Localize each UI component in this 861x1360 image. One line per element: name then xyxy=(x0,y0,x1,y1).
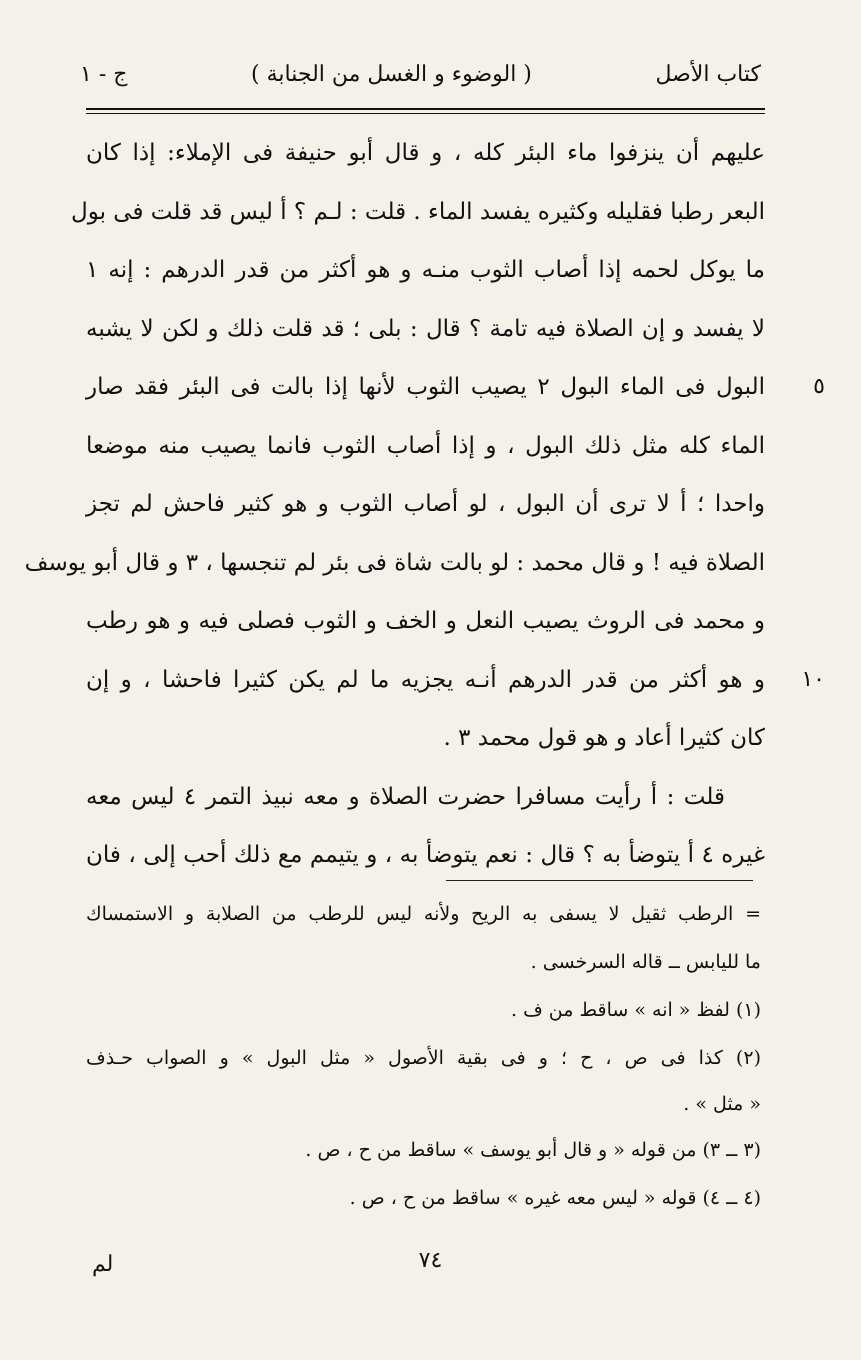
header-rule-thick xyxy=(86,108,765,110)
main-text xyxy=(24,124,825,885)
book-title: كتاب الأصل xyxy=(655,61,761,87)
text-line: الصلاة فيه ! و قال محمد : لو بالت شاة فى بئر لم تنجسها ، ٣ و قال أبو يوسف xyxy=(24,549,765,576)
paragraph-start-line: قلت : أ رأيت مسافرا حضرت الصلاة و معه نبيذ التمر ٤ ليس معه xyxy=(86,783,725,810)
text-line-10 xyxy=(86,651,825,710)
text-line: الماء كله مثل ذلك البول ، و إذا أصاب الثوب فانما يصيب منه موضعا xyxy=(86,432,765,459)
text-line-5 xyxy=(86,358,825,417)
text-line: لا يفسد و إن الصلاة فيه تامة ؟ قال : بلى ؛ قد قلت ذلك و لكن لا يشبه xyxy=(86,315,765,342)
footnotes xyxy=(86,890,761,1222)
signature-mark: لم xyxy=(92,1252,114,1277)
margin-line-number: ١٠ xyxy=(801,666,825,692)
footnote-separator xyxy=(446,880,753,881)
text-line-content: البول فى الماء البول ٢ يصيب الثوب لأنها إذا بالت فى البئر فقد صار xyxy=(86,374,765,400)
footnote-2-continuation: « مثل » . xyxy=(683,1093,761,1115)
chapter-title: ( الوضوء و الغسل من الجنابة ) xyxy=(251,61,532,87)
footnote-3: (٣ ــ ٣) من قوله « و قال أبو يوسف » ساقط من ح ، ص . xyxy=(305,1139,761,1161)
text-line-content: و هو أكثر من قدر الدرهم أنـه يجزيه ما لم يكن كثيرا فاحشا ، و إن xyxy=(86,666,765,693)
text-line: عليهم أن ينزفوا ماء البئر كله ، و قال أبو حنيفة فى الإملاء: إذا كان xyxy=(86,140,765,166)
running-header xyxy=(80,52,761,96)
text-line: واحدا ؛ أ لا ترى أن البول ، لو أصاب الثوب و هو كثير فاحش لم تجز xyxy=(86,491,765,517)
margin-line-number: ٥ xyxy=(813,374,825,399)
text-line: غيره ٤ أ يتوضأ به ؟ قال : نعم يتوضأ به ، و يتيمم مع ذلك أحب إلى ، فان xyxy=(86,842,765,868)
volume-number: ج - ١ xyxy=(80,61,128,87)
text-line: كان كثيرا أعاد و هو قول محمد ٣ . xyxy=(443,725,765,751)
footnote-continuation: ما لليابس ــ قاله السرخسى . xyxy=(530,951,761,973)
text-line: البعر رطبا فقليله وكثيره يفسد الماء . قلت : لـم ؟ أ ليس قد قلت فى بول xyxy=(70,198,765,225)
footnote-2: (٢) كذا فى ص ، ح ؛ و فى بقية الأصول « مثل البول » و الصواب حـذف xyxy=(86,1047,761,1069)
footnote-continuation: = الرطب ثقيل لا يسفى به الريح ولأنه ليس للرطب من الصلابة و الاستمساك xyxy=(86,903,761,925)
text-line: ما يوكل لحمه إذا أصاب الثوب منـه و هو أكثر من قدر الدرهم : إنه ١ xyxy=(86,257,765,283)
page-number: ٧٤ xyxy=(418,1248,443,1273)
text-line: و محمد فى الروث يصيب النعل و الخف و الثوب فصلى فيه و هو رطب xyxy=(86,608,765,634)
header-rule-thin xyxy=(86,113,765,114)
footnote-1: (١) لفظ « انه » ساقط من ف . xyxy=(510,999,761,1021)
footnote-4: (٤ ــ ٤) قوله « ليس معه غيره » ساقط من ح ، ص . xyxy=(349,1187,761,1209)
